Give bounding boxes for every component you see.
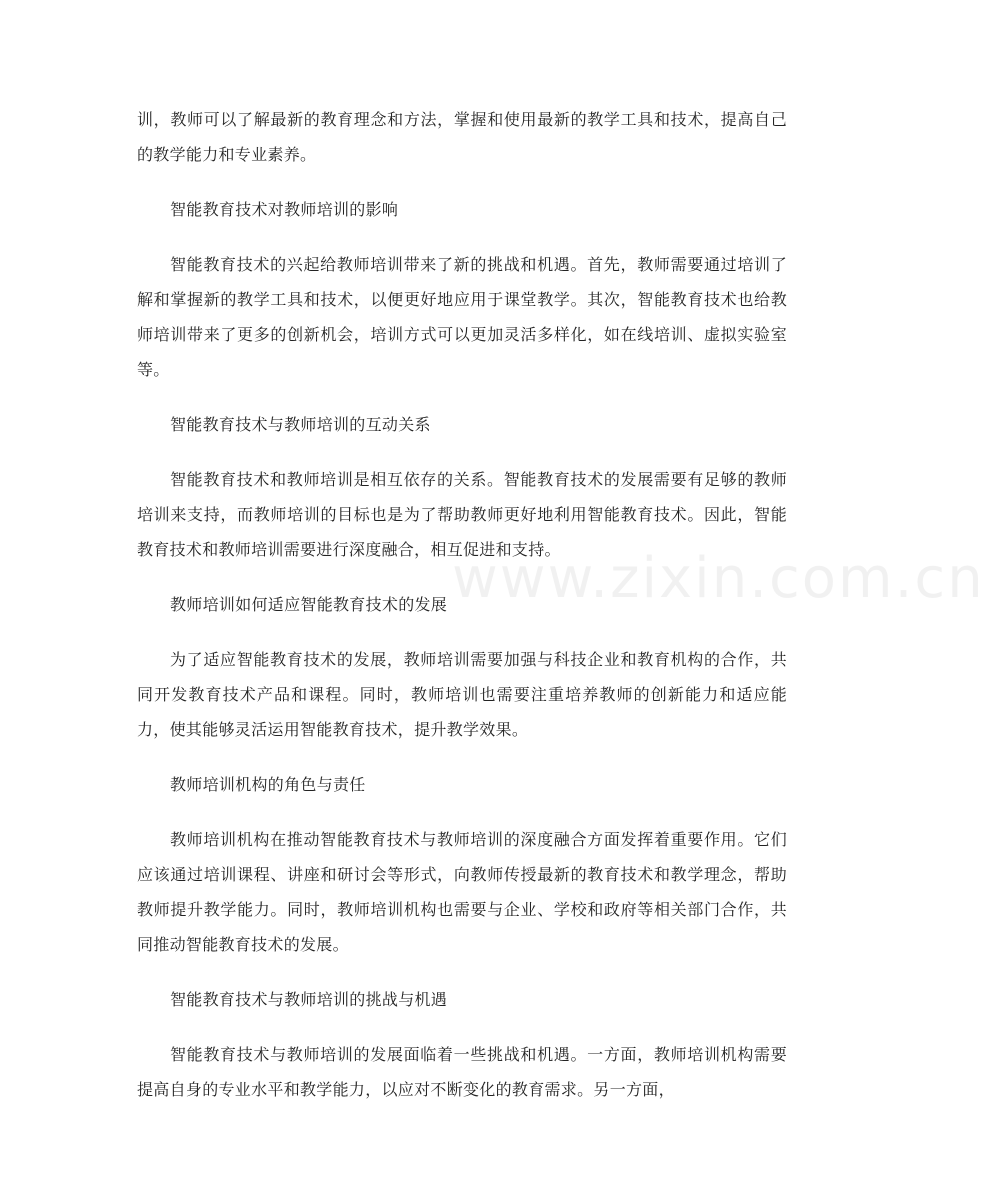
paragraph-interaction: 智能教育技术和教师培训是相互依存的关系。智能教育技术的发展需要有足够的教师培训来支持，而教师培训的目标也是为了帮助教师更好地利用智能教育技术。因此，智能教育技术和教师培训需要进行深度融合，相互促进和支持。 bbox=[137, 470, 787, 559]
paragraph-impact: 智能教育技术的兴起给教师培训带来了新的挑战和机遇。首先，教师需要通过培训了解和掌握新的教学工具和技术，以便更好地应用于课堂教学。其次，智能教育技术也给教师培训带来了更多的创新机会，培训方式可以更加灵活多样化，如在线培训、虚拟实验室等。 bbox=[137, 255, 787, 379]
watermark-text: www.zixin.com.cn bbox=[452, 546, 985, 611]
paragraph-adaptation: 为了适应智能教育技术的发展，教师培训需要加强与科技企业和教育机构的合作，共同开发教育技术产品和课程。同时，教师培训也需要注重培养教师的创新能力和适应能力，使其能够灵活运用智能教育技术，提升教学效果。 bbox=[137, 650, 787, 739]
section-heading-adaptation: 教师培训如何适应智能教育技术的发展 bbox=[170, 595, 448, 614]
section-heading-interaction: 智能教育技术与教师培训的互动关系 bbox=[170, 415, 431, 434]
document-body bbox=[137, 102, 787, 1127]
section-heading-impact: 智能教育技术对教师培训的影响 bbox=[170, 200, 399, 219]
paragraph-institution-role: 教师培训机构在推动智能教育技术与教师培训的深度融合方面发挥着重要作用。它们应该通过培训课程、讲座和研讨会等形式，向教师传授最新的教育技术和教学理念，帮助教师提升教学能力。同时，教师培训机构也需要与企业、学校和政府等相关部门合作，共同推动智能教育技术的发展。 bbox=[137, 830, 787, 954]
paragraph-continuation: 训，教师可以了解最新的教育理念和方法，掌握和使用最新的教学工具和技术，提高自己的教学能力和专业素养。 bbox=[137, 110, 787, 164]
section-heading-institution-role: 教师培训机构的角色与责任 bbox=[170, 775, 366, 794]
paragraph-challenges: 智能教育技术与教师培训的发展面临着一些挑战和机遇。一方面，教师培训机构需要提高自身的专业水平和教学能力，以应对不断变化的教育需求。另一方面， bbox=[137, 1045, 787, 1099]
section-heading-challenges: 智能教育技术与教师培训的挑战与机遇 bbox=[170, 990, 448, 1009]
